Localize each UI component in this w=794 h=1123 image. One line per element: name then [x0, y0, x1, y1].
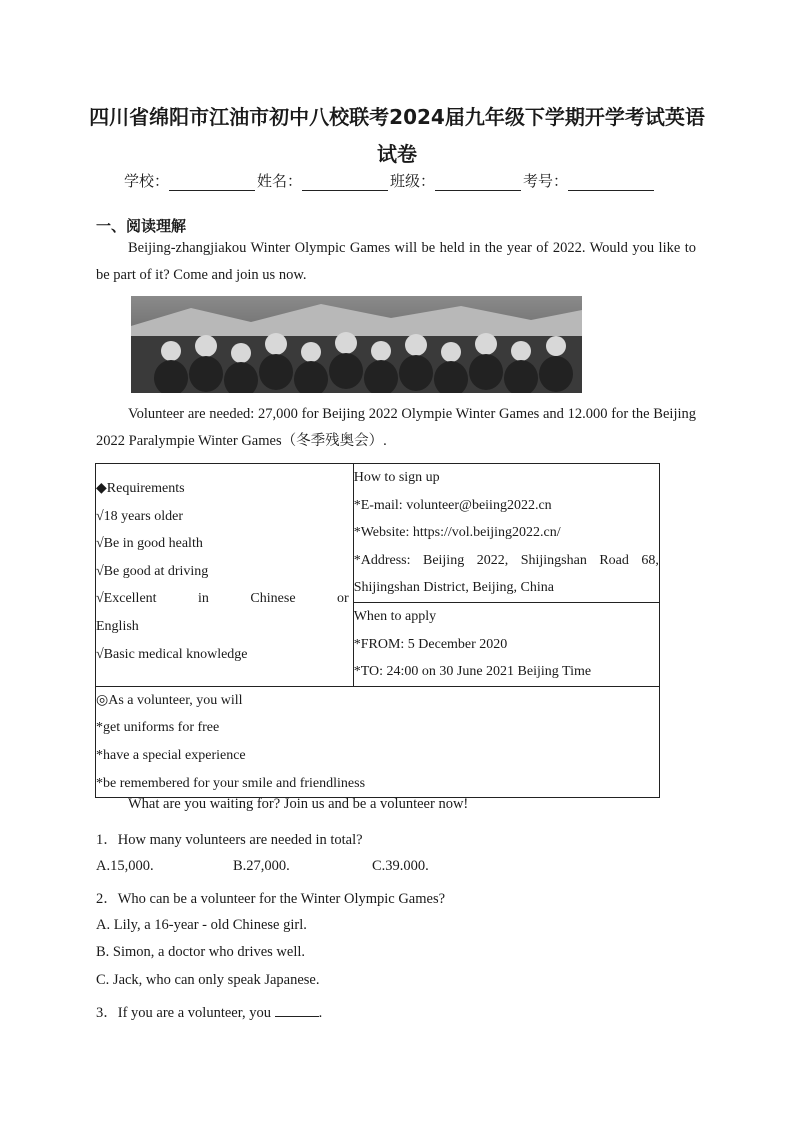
- section-heading: 一、阅读理解: [96, 217, 187, 235]
- exam-title-line2: 试卷: [377, 142, 417, 166]
- question-number: 1．: [96, 832, 118, 848]
- requirements-heading: ◆Requirements: [96, 481, 185, 496]
- passage-paragraph-1: Beijing-zhangjiakou Winter Olympic Games will be held in the year of 2022. Would you like to be part of it? Come and join us now.: [96, 240, 696, 283]
- when-to-apply-cell: [353, 602, 659, 686]
- address-line: *Address: Beijing 2022, Shijingshan Road 68,: [353, 552, 659, 568]
- question-text: How many volunteers are needed in total?: [117, 832, 363, 848]
- apply-to-line: *TO: 24:00 on 30 June 2021 Beijing Time: [353, 664, 592, 680]
- question-2-option-b[interactable]: B. Simon, a doctor who drives well.: [96, 944, 306, 960]
- benefit-item: *have a special experience: [96, 747, 246, 763]
- school-blank[interactable]: [169, 176, 255, 191]
- when-to-apply-heading: When to apply: [353, 608, 437, 624]
- school-label: 学校：: [124, 172, 170, 190]
- question-1: [96, 828, 363, 849]
- question-2-option-a[interactable]: A. Lily, a 16-year - old Chinese girl.: [96, 917, 307, 933]
- question-1-options: [96, 858, 429, 875]
- requirement-item: √Be in good health: [96, 536, 203, 552]
- answer-blank[interactable]: [275, 1004, 319, 1017]
- student-info-row: [124, 170, 684, 191]
- question-number: 3．: [96, 1005, 118, 1021]
- option-a[interactable]: A.15,000.: [96, 858, 154, 874]
- exam-number-label: 考号：: [523, 172, 569, 190]
- question-text: Who can be a volunteer for the Winter Olympic Games?: [117, 891, 446, 907]
- volunteer-info-table: [95, 463, 660, 798]
- requirement-item: √18 years older: [96, 508, 183, 524]
- volunteer-benefits-cell: [96, 686, 660, 797]
- volunteers-photo: [131, 296, 582, 393]
- requirement-item-text: √Excellent in Chinese or: [96, 591, 349, 607]
- requirement-item-continued: English: [96, 618, 139, 634]
- website-line: *Website: https://vol.beijing2022.cn/: [353, 525, 561, 541]
- how-to-sign-up-heading: How to sign up: [353, 470, 440, 485]
- requirement-item: √Basic medical knowledge: [96, 646, 248, 662]
- question-end-punct: .: [318, 1005, 323, 1021]
- apply-from-line: *FROM: 5 December 2020: [353, 636, 508, 652]
- question-2: [96, 887, 445, 908]
- option-b[interactable]: B.27,000.: [233, 858, 290, 874]
- question-3: [96, 1001, 322, 1022]
- requirements-cell: [96, 464, 354, 687]
- class-label: 班级：: [390, 172, 436, 190]
- exam-number-blank[interactable]: [568, 176, 654, 191]
- volunteers-photo-image: [131, 296, 582, 393]
- requirement-item: [96, 585, 353, 613]
- closing-line: What are you waiting for? Join us and be a volunteer now!: [128, 796, 469, 812]
- address-line-continued: Shijingshan District, Beijing, China: [353, 580, 554, 596]
- requirement-item: √Be good at driving: [96, 563, 209, 579]
- class-blank[interactable]: [435, 176, 521, 191]
- benefits-heading: ◎As a volunteer, you will: [96, 692, 243, 708]
- question-text: If you are a volunteer, you: [117, 1005, 271, 1021]
- exam-title-line1: 四川省绵阳市江油市初中八校联考2024届九年级下学期开学考试英语: [89, 105, 705, 129]
- name-label: 姓名：: [257, 172, 303, 190]
- benefit-item: *get uniforms for free: [96, 720, 220, 736]
- name-blank[interactable]: [302, 176, 388, 191]
- email-line: *E-mail: volunteer@beiing2022.cn: [353, 497, 552, 513]
- question-2-option-c[interactable]: C. Jack, who can only speak Japanese.: [96, 972, 320, 988]
- benefit-item: *be remembered for your smile and friendliness: [96, 775, 366, 791]
- question-number: 2．: [96, 891, 118, 907]
- option-c[interactable]: C.39.000.: [372, 858, 429, 874]
- how-to-sign-up-cell: [353, 464, 659, 603]
- passage-paragraph-2: Volunteer are needed: 27,000 for Beijing 2022 Olympie Winter Games and 12.000 for the Beijing 2022 Paralympie Winter Games（冬季残奥会）.: [96, 406, 696, 449]
